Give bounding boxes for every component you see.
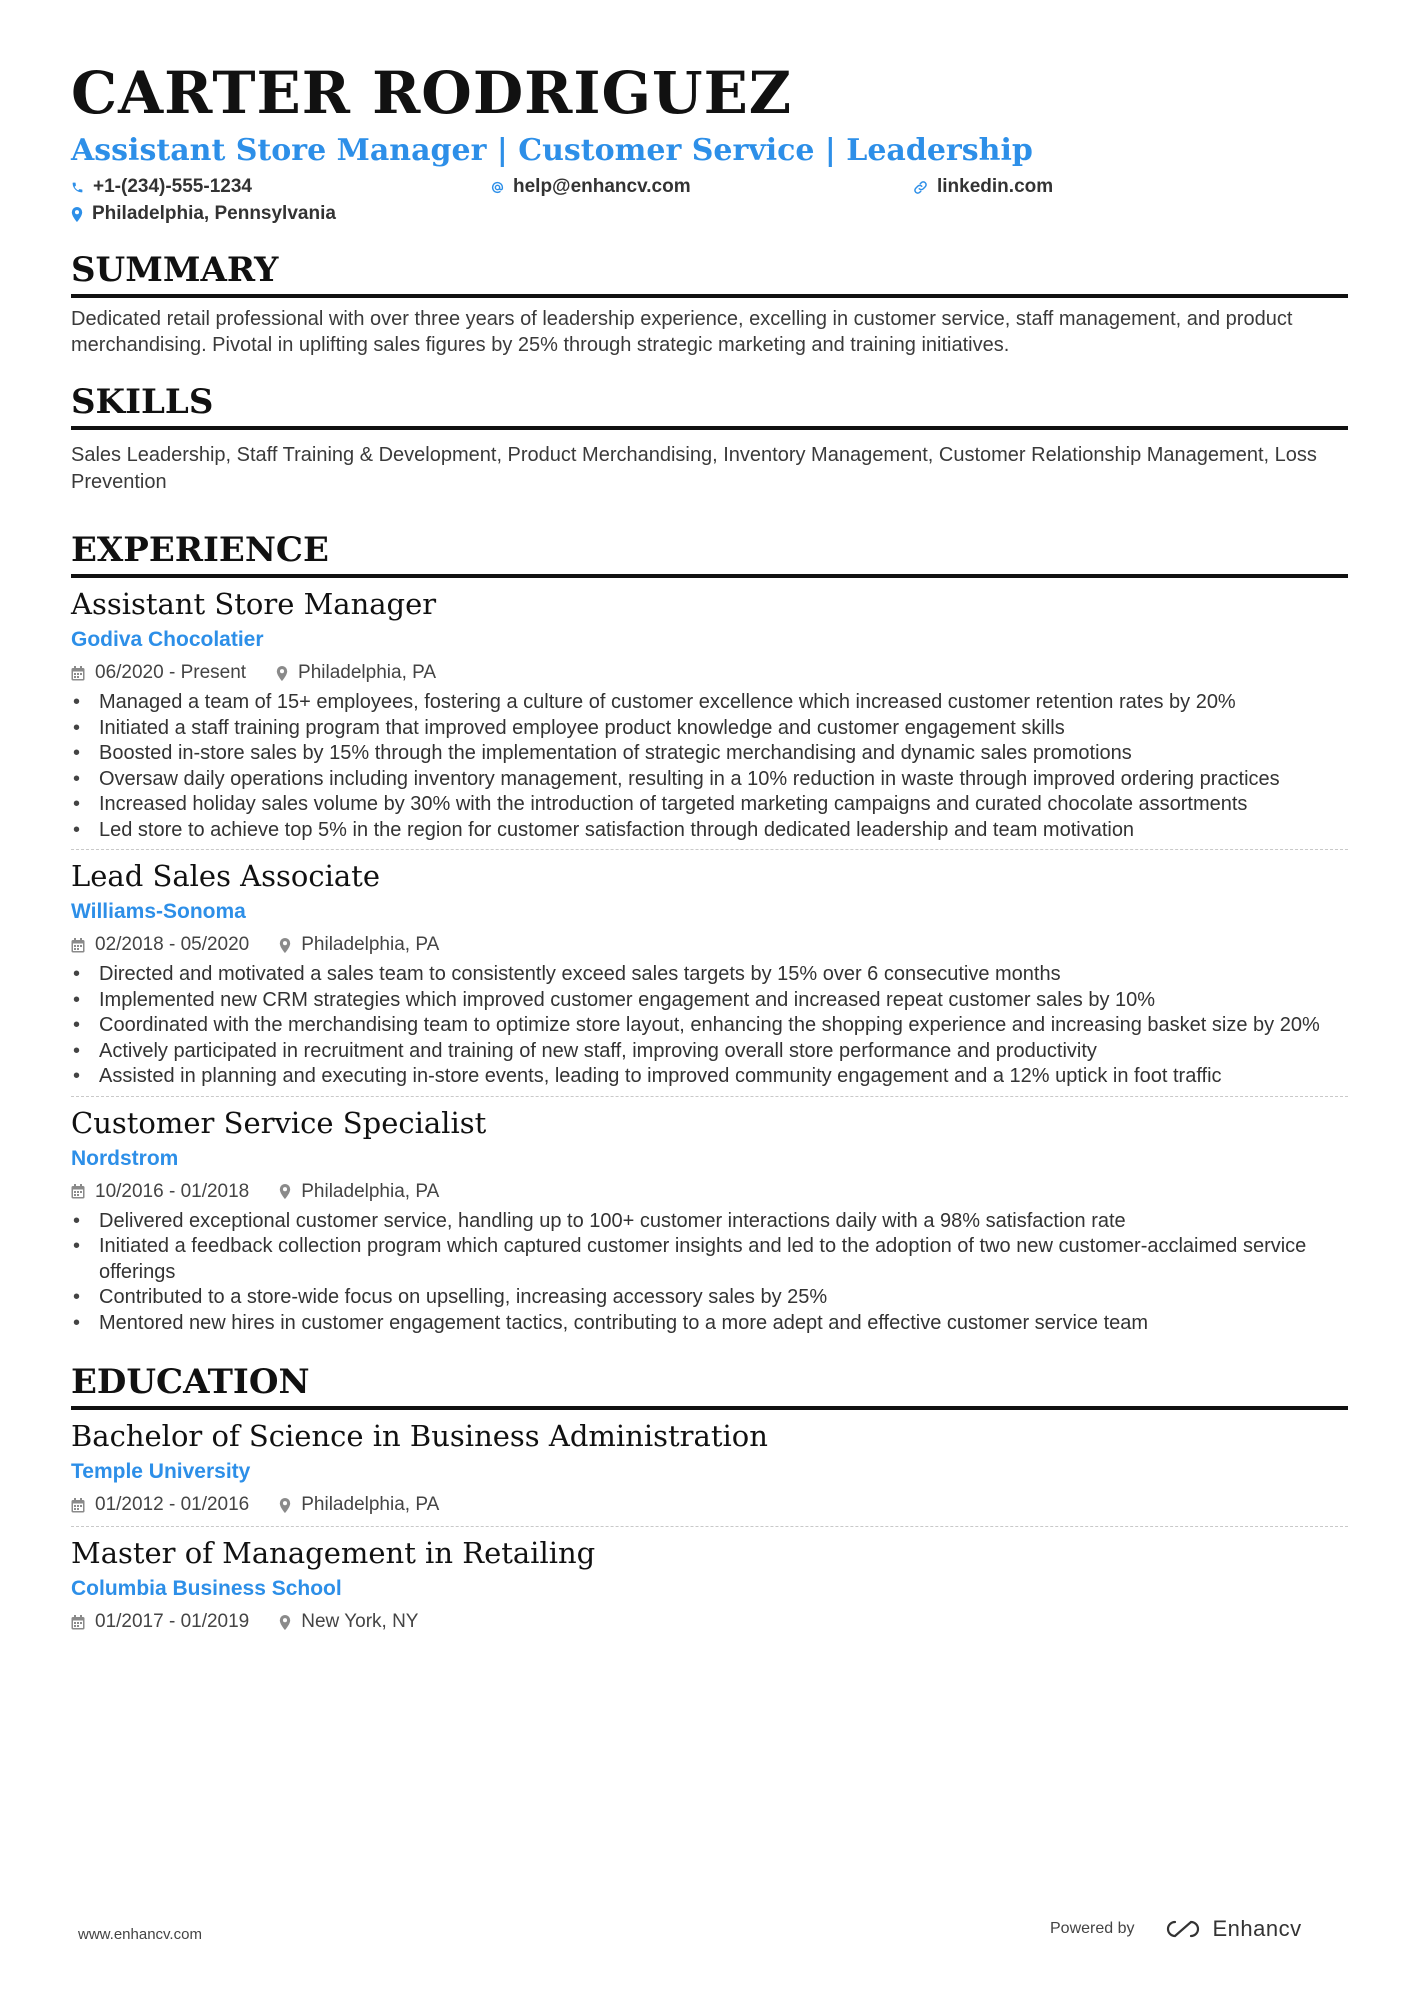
bullet-item: • Actively participated in recruitment and training of new staff, improving overall store performance and productivity bbox=[71, 1039, 1348, 1065]
job-meta bbox=[71, 1179, 1348, 1205]
bullet-item: • Implemented new CRM strategies which improved customer engagement and increased repeat customer sales by 10% bbox=[71, 988, 1348, 1014]
calendar-icon bbox=[71, 1615, 85, 1630]
location-text: Philadelphia, Pennsylvania bbox=[92, 203, 336, 224]
job-location bbox=[279, 932, 439, 958]
bullet-item: • Boosted in-store sales by 15% through the implementation of strategic merchandising and dynamic sales promotions bbox=[71, 741, 1348, 767]
skills-heading: SKILLS bbox=[71, 382, 1348, 430]
divider bbox=[71, 1526, 1348, 1527]
footer-branding[interactable] bbox=[1050, 1916, 1302, 1942]
bullet-item: • Led store to achieve top 5% in the region for customer satisfaction through dedicated leadership and team motivation bbox=[71, 818, 1348, 844]
school-name: Columbia Business School bbox=[71, 1577, 342, 1600]
education-meta bbox=[71, 1609, 1348, 1635]
brand-name: Enhancv bbox=[1212, 1916, 1302, 1941]
bullet-item: • Coordinated with the merchandising team to optimize store layout, enhancing the shopping experience and increasing basket size by 20% bbox=[71, 1013, 1348, 1039]
phone-icon bbox=[71, 181, 84, 194]
calendar-icon bbox=[71, 666, 85, 681]
job-dates bbox=[71, 660, 246, 686]
company-name: Nordstrom bbox=[71, 1146, 179, 1170]
job-bullets bbox=[71, 1209, 1348, 1337]
degree-title: Master of Management in Retailing bbox=[71, 1536, 596, 1570]
summary-heading: SUMMARY bbox=[71, 250, 1348, 298]
degree-title: Bachelor of Science in Business Administration bbox=[71, 1419, 768, 1453]
company-name: Williams-Sonoma bbox=[71, 900, 246, 923]
experience-heading: EXPERIENCE bbox=[71, 530, 1348, 578]
location-pin-icon bbox=[279, 938, 291, 953]
job-meta bbox=[71, 932, 1348, 958]
job-location bbox=[279, 1179, 439, 1205]
bullet-item: • Increased holiday sales volume by 30% with the introduction of targeted marketing campaigns and curated chocolate assortments bbox=[71, 792, 1348, 818]
education-meta bbox=[71, 1492, 1348, 1518]
bullet-item: • Contributed to a store-wide focus on upselling, increasing accessory sales by 25% bbox=[71, 1285, 1348, 1311]
dates-text: 06/2020 - Present bbox=[95, 662, 247, 683]
education-dates bbox=[71, 1609, 249, 1635]
dates-text: 01/2017 - 01/2019 bbox=[95, 1611, 250, 1632]
bullet-item: • Initiated a staff training program that improved employee product knowledge and customer engagement skills bbox=[71, 716, 1348, 742]
resume-page bbox=[71, 58, 1348, 1635]
experience-section bbox=[71, 530, 1348, 1336]
location-text: Philadelphia, PA bbox=[301, 1180, 440, 1202]
location-contact bbox=[71, 203, 336, 225]
job-location bbox=[276, 660, 436, 686]
bullet-item: • Oversaw daily operations including inventory management, resulting in a 10% reduction in waste through improved ordering practices bbox=[71, 767, 1348, 793]
divider bbox=[71, 1096, 1348, 1097]
location-text: New York, NY bbox=[301, 1611, 419, 1632]
bullet-item: • Mentored new hires in customer engagement tactics, contributing to a more adept and effective customer service team bbox=[71, 1311, 1348, 1337]
education-item bbox=[71, 1418, 1348, 1527]
education-location bbox=[279, 1609, 418, 1635]
location-pin-icon bbox=[276, 666, 288, 681]
dates-text: 10/2016 - 01/2018 bbox=[95, 1180, 250, 1202]
education-section bbox=[71, 1362, 1348, 1635]
email-contact[interactable] bbox=[491, 176, 691, 198]
job-dates bbox=[71, 932, 249, 958]
bullet-item: • Initiated a feedback collection program which captured customer insights and led to the adoption of two new customer-acclaimed service offerings bbox=[71, 1234, 1348, 1285]
job-title: Assistant Store Manager bbox=[71, 587, 437, 621]
job-title: Lead Sales Associate bbox=[71, 859, 380, 893]
job-dates bbox=[71, 1179, 249, 1205]
experience-item bbox=[71, 586, 1348, 850]
education-heading: EDUCATION bbox=[71, 1362, 1348, 1410]
job-title: Customer Service Specialist bbox=[71, 1105, 487, 1140]
summary-section bbox=[71, 250, 1348, 358]
bullet-item: • Managed a team of 15+ employees, fostering a culture of customer excellence which increased customer retention rates by 20% bbox=[71, 690, 1348, 716]
enhancv-logo-icon bbox=[1161, 1918, 1205, 1940]
location-pin-icon bbox=[71, 207, 83, 222]
location-text: Philadelphia, PA bbox=[301, 1494, 440, 1515]
headline: Assistant Store Manager | Customer Service | Leadership bbox=[71, 133, 1033, 168]
education-item bbox=[71, 1535, 1348, 1635]
dates-text: 02/2018 - 05/2020 bbox=[95, 934, 250, 955]
bullet-item: • Assisted in planning and executing in-store events, leading to improved community engagement and a 12% uptick in foot traffic bbox=[71, 1064, 1348, 1090]
phone-text: +1-(234)-555-1234 bbox=[93, 176, 252, 197]
linkedin-contact[interactable] bbox=[913, 176, 1053, 198]
footer-website[interactable]: www.enhancv.com bbox=[78, 1926, 202, 1943]
experience-item bbox=[71, 858, 1348, 1097]
education-dates bbox=[71, 1492, 249, 1518]
skills-section bbox=[71, 382, 1348, 496]
dates-text: 01/2012 - 01/2016 bbox=[95, 1494, 250, 1515]
education-location bbox=[279, 1492, 439, 1518]
location-pin-icon bbox=[279, 1498, 291, 1513]
job-bullets bbox=[71, 690, 1348, 843]
powered-by-text: Powered by bbox=[1050, 1920, 1135, 1937]
bullet-item: • Directed and motivated a sales team to consistently exceed sales targets by 15% over 6 consecutive months bbox=[71, 962, 1348, 988]
skills-text: Sales Leadership, Staff Training & Development, Product Merchandising, Inventory Management, Customer Relationship Management, Loss Prevention bbox=[71, 444, 1317, 493]
bullet-item: • Delivered exceptional customer service, handling up to 100+ customer interactions daily with a 98% satisfaction rate bbox=[71, 1209, 1348, 1235]
location-pin-icon bbox=[279, 1615, 291, 1630]
link-icon bbox=[913, 180, 928, 195]
experience-item bbox=[71, 1105, 1348, 1337]
contact-info bbox=[71, 176, 1348, 236]
location-pin-icon bbox=[279, 1184, 291, 1199]
school-name: Temple University bbox=[71, 1460, 251, 1483]
summary-text: Dedicated retail professional with over three years of leadership experience, excelling in customer service, staff management, and product merchandising. Pivotal in uplifting sales figures by 25% through strategic marketing and training initiatives. bbox=[71, 308, 1293, 356]
email-text: help@enhancv.com bbox=[513, 176, 691, 197]
phone-contact[interactable] bbox=[71, 176, 252, 198]
calendar-icon bbox=[71, 1184, 85, 1199]
job-meta bbox=[71, 660, 1348, 686]
job-bullets bbox=[71, 962, 1348, 1090]
location-text: Philadelphia, PA bbox=[298, 662, 437, 683]
calendar-icon bbox=[71, 938, 85, 953]
divider bbox=[71, 849, 1348, 850]
location-text: Philadelphia, PA bbox=[301, 934, 440, 955]
calendar-icon bbox=[71, 1498, 85, 1513]
at-icon bbox=[491, 181, 504, 194]
linkedin-text: linkedin.com bbox=[937, 176, 1054, 197]
candidate-name: CARTER RODRIGUEZ bbox=[71, 59, 793, 127]
company-name: Godiva Chocolatier bbox=[71, 628, 264, 651]
